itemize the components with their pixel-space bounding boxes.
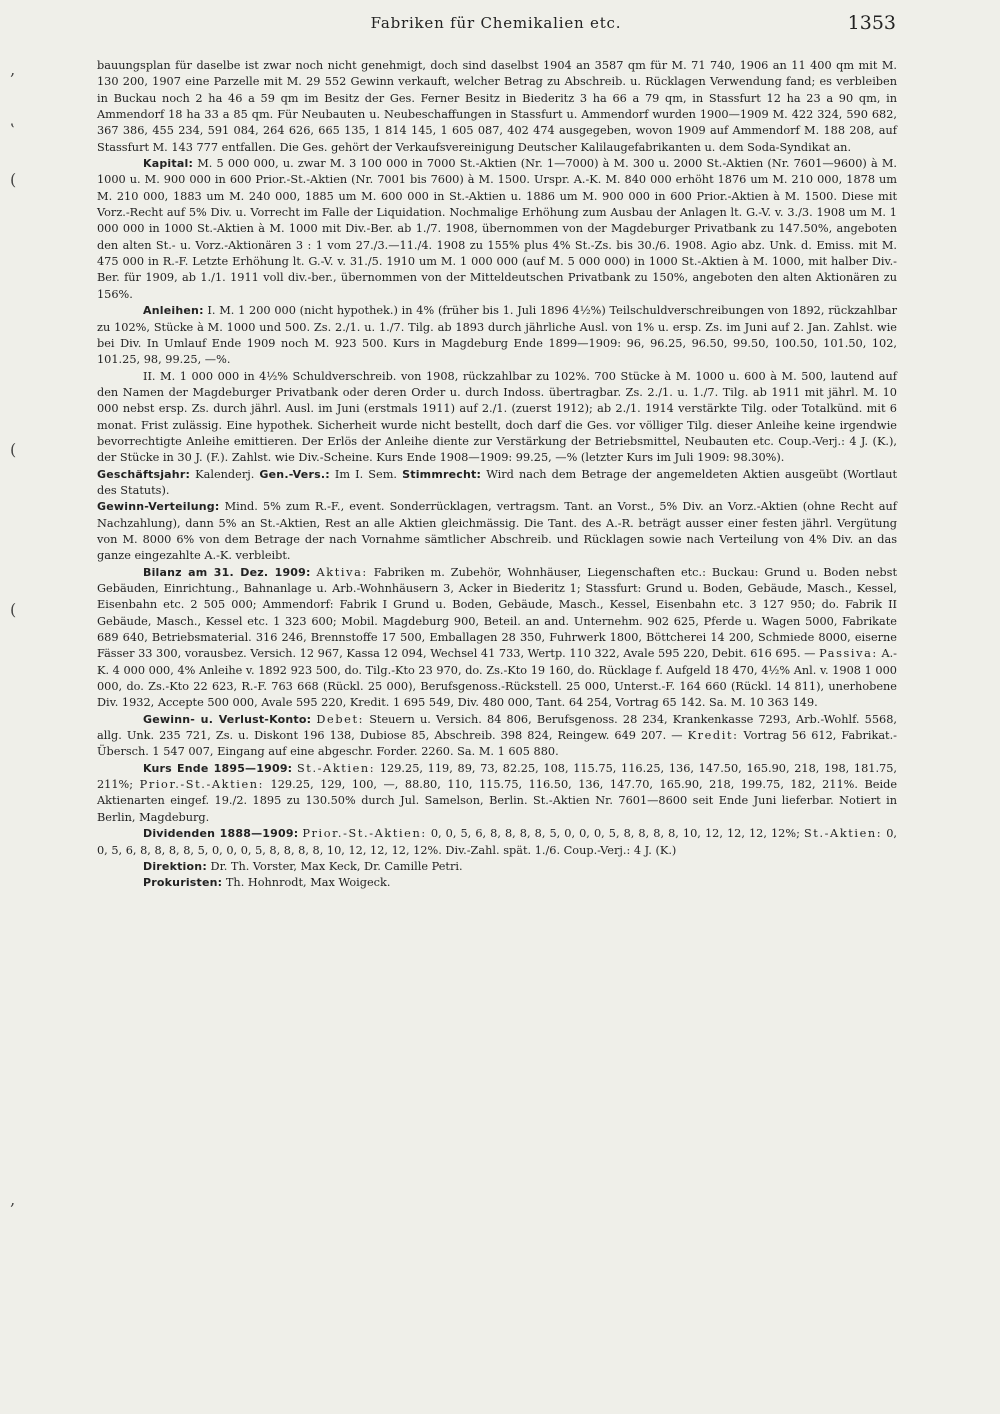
prokuristen-label: Prokuristen: <box>143 876 223 890</box>
running-title: Fabriken für Chemikalien etc. <box>370 14 622 32</box>
kapital-text: M. 5 000 000, u. zwar M. 3 100 000 in 7000 St.-Aktien (Nr. 1—7000) à M. 300 u. 2000 St.-Aktien (Nr. 7601—9600) à M. 1000 u. M. 900 000 in 600 Prior.-St.-Aktien (Nr. 7001 bis 7600) à M. 1500. Urspr. A.-K. M. 840 000 erhöht 1876 um M. 210 000, 1878 um M. 210 000, 1883 um M. 240 000, 1885 um M. 600 000 in St.-Aktien u. 1886 um M. 900 000 in 600 Prior.-Aktien à M. 1500. Diese mit Vorz.-Recht auf 5% Div. u. Vorrecht im Falle der Liquidation. Nochmalige Erhöhung zum Ausbau der Anlagen lt. G.-V. v. 3./3. 1908 um M. 1 000 000 in 1000 St.-Aktien à M. 1000 mit Div.-Ber. ab 1./7. 1908, übernommen von der Magdeburger Privatbank zu 147.50%, angeboten den alten St.- u. Vorz.-Aktionären 3 : 1 vom 27./3.—11./4. 1908 zu 155% plus 4% St.-Zs. bis 30./6. 1908. Agio abz. Unk. d. Emiss. mit M. 475 000 in R.-F. Letzte Erhöhung lt. G.-V. v. 31./5. 1910 um M. 1 000 000 (auf M. 5 000 000) in 1000 St.-Aktien à M. 1000, mit halber Div.-Ber. für 1909, ab 1./1. 1911 voll div.-ber., übernommen von der Mitteldeutschen Privatbank zu 150%, angeboten den alten Aktionären zu 156%. <box>97 157 898 301</box>
intro-paragraph: bauungsplan für daselbe ist zwar noch nicht genehmigt, doch sind daselbst 1904 an 3587 qm für M. 71 740, 1906 an 11 400 qm mit M. 130 200, 1907 eine Parzelle mit M. 29 552 Gewinn verkauft, welcher Betrag zu Abschreib. u. Rücklagen Verwendung fand; es verbleiben in Buckau noch 2 ha 46 a 59 qm im Besitz der Ges. Ferner Besitz in Biederitz 3 ha 66 a 79 qm, in Stassfurt 12 ha 23 a 90 qm, in Ammendorf 18 ha 33 a 85 qm. Für Neubauten u. Neubeschaffungen in Stassfurt u. Ammendorf wurden 1900—1909 M. 422 324, 590 682, 367 386, 455 234, 591 084, 264 626, 665 135, 1 814 145, 1 605 087, 402 474 ausgegeben, wovon 1909 auf Ammendorf M. 188 208, auf Stassfurt M. 143 777 entfallen. Die Ges. gehört der Verkaufsvereinigung Deutscher Kalilaugefabrikanten u. dem Soda-Syndikat an. <box>97 59 897 154</box>
debet-label: Debet: <box>316 712 364 726</box>
anleihen-section <box>97 303 897 368</box>
document-body <box>97 58 897 892</box>
geschaeftsjahr-section <box>97 467 897 500</box>
gewinn-verteilung-text: Mind. 5% zum R.-F., event. Sonderrücklagen, vertragsm. Tant. an Vorst., 5% Div. an Vorz.-Aktien (ohne Recht auf Nachzahlung), dann 5% an St.-Aktien, Rest an alle Aktien gleichmässig. Die Tant. des A.-R. beträgt ausser einer festen jährl. Vergütung von M. 8000 6% von dem Betrage der nach Vornahme sämtlicher Abschreib. und Rücklagen sowie nach Verteilung von 4% Div. an das ganze eingezahlte A.-K. verbleibt. <box>97 500 897 563</box>
div-st-label: St.-Aktien: <box>803 827 883 841</box>
direktion-label: Direktion: <box>143 859 207 873</box>
genvers-label: Gen.-Vers.: <box>259 467 330 481</box>
aktiva-label: Aktiva: <box>316 565 368 579</box>
margin-mark: ( <box>10 440 17 459</box>
dividenden-label: Dividenden 1888—1909: <box>143 827 299 841</box>
margin-mark: ( <box>10 600 17 619</box>
guv-debet-text: Steuern u. Versich. 84 806, Berufsgenoss. 28 234, Krankenkasse 7293, Arb.-Wohlf. 5568, allg. Unk. 235 721, Zs. u. Diskont 196 138, Dubiose 85, Abschreib. 398 824, Reingew. 649 207. — <box>97 712 898 743</box>
stimmrecht-label: Stimmrecht: <box>402 467 482 481</box>
gewinn-verteilung-section <box>97 499 897 564</box>
guv-section <box>97 712 897 761</box>
geschaeftsjahr-label: Geschäftsjahr: <box>97 467 191 481</box>
direktion-section <box>97 859 897 875</box>
stimmrecht-text: Wird nach dem Betrage der angemeldeten Aktien ausgeübt (Wortlaut des Statuts). <box>97 467 898 497</box>
margin-mark: ‚ <box>10 60 16 79</box>
prokuristen-text: Th. Hohnrodt, Max Woigeck. <box>225 876 391 890</box>
kurs-label: Kurs Ende 1895—1909: <box>143 761 293 775</box>
kapital-label: Kapital: <box>143 157 194 171</box>
margin-mark: ( <box>10 170 17 189</box>
bilanz-passiva-text: A.-K. 4 000 000, 4% Anleihe v. 1892 923 500, do. Tilg.-Kto 23 970, do. Zs.-Kto 19 160, do. Rücklage f. Aufgeld 18 470, 4½% Anl. v. 1908 1 000 000, do. Zs.-Kto 22 623, R.-F. 763 668 (Rückl. 25 000), Berufsgenoss.-Rückstell. 25 000, Unterst.-F. 164 660 (Rückl. 14 811), unerhobene Div. 1932, Accepte 500 000, Avale 595 220, Kredit. 1 695 549, Div. 480 000, Tant. 64 254, Vortrag 65 142. Sa. M. 10 363 149. <box>97 647 898 710</box>
anleihen-2-paragraph: II. M. 1 000 000 in 4½% Schuldverschreib. von 1908, rückzahlbar zu 102%. 700 Stücke à M. 1000 u. 600 à M. 500, lautend auf den Namen der Magdeburger Privatbank oder deren Order u. durch Indoss. übertragbar. Zs. 2./1. u. 1./7. Tilg. ab 1911 mit jährl. M. 10 000 nebst ersp. Zs. durch jährl. Ausl. im Juni (erstmals 1911) auf 2./1. (zuerst 1912); ab 2./1. 1914 verstärkte Tilg. oder Totalkünd. mit 6 monat. Frist zulässig. Eine hypothek. Sicherheit wurde nicht bestellt, doch darf die Ges. vor völliger Tilg. dieser Anleihe keine irgendwie bevorrechtigte Anleihe emittieren. Der Erlös der Anleihe diente zur Verstärkung der Betriebsmittel, Neubauten etc. Coup.-Verj.: 4 J. (K.), der Stücke in 30 J. (F.). Zahlst. wie Div.-Scheine. Kurs Ende 1908—1909: 99.25, —% (letzter Kurs im Juli 1909: 98.30%). <box>97 369 897 465</box>
guv-kredit-text: Vortrag 56 612, Fabrikat.-Übersch. 1 547 007, Eingang auf eine abgeschr. Forder. 2260. Sa. M. 1 605 880. <box>97 729 897 759</box>
div-prior-label: Prior.-St.-Aktien: <box>302 827 427 841</box>
kapital-section <box>97 156 897 303</box>
dividenden-section <box>97 826 897 859</box>
direktion-text: Dr. Th. Vorster, Max Keck, Dr. Camille Petri. <box>210 859 463 873</box>
geschaeftsjahr-text: Kalenderj. <box>195 467 255 481</box>
kurs-st-aktien-label: St.-Aktien: <box>296 761 376 775</box>
page-header <box>96 10 896 36</box>
guv-label: Gewinn- u. Verlust-Konto: <box>143 712 312 726</box>
margin-mark: ‛ <box>10 120 16 139</box>
genvers-text: Im I. Sem. <box>334 467 398 481</box>
bilanz-aktiva-text: Fabriken m. Zubehör, Wohnhäuser, Liegenschaften etc.: Buckau: Grund u. Boden nebst Gebäuden, Einrichtung., Bahnanlage u. Arb.-Wohnhäusern 3, Acker in Biederitz 1; Stassfurt: Grund u. Boden, Gebäude, Masch., Kessel, Eisenbahn etc. 2 505 000; Ammendorf: Fabrik I Grund u. Boden, Gebäude, Masch., Kessel, Eisenbahn etc. 3 127 950; do. Fabrik II Gebäude, Masch., Kessel etc. 1 323 600; Mobil. Magdeburg 900, Beteil. an and. Unternehm. 902 625, Pferde u. Wagen 5000, Fabrikate 689 640, Betriebsmaterial. 316 246, Brennstoffe 17 500, Emballagen 28 350, Fuhrwerk 1800, Böttcherei 14 200, Schmiede 8000, eiserne Fässer 33 300, vorausbez. Versich. 12 967, Kassa 12 094, Wechsel 41 733, Wertp. 110 322, Avale 595 220, Debit. 616 695. — <box>97 565 898 661</box>
prokuristen-section <box>97 875 897 891</box>
gewinn-verteilung-label: Gewinn-Verteilung: <box>97 500 220 514</box>
page-number: 1353 <box>847 12 896 34</box>
passiva-label: Passiva: <box>819 647 878 661</box>
anleihen-label: Anleihen: <box>143 304 204 318</box>
div-prior-text: 0, 0, 5, 6, 8, 8, 8, 8, 5, 0, 0, 0, 5, 8, 8, 8, 8, 10, 12, 12, 12, 12%; <box>430 827 800 841</box>
bilanz-section <box>97 565 897 712</box>
margin-mark: ‚ <box>10 1190 16 1209</box>
kurs-section <box>97 761 897 826</box>
kredit-label: Kredit: <box>687 729 739 743</box>
anleihen-1-text: I. M. 1 200 000 (nicht hypothek.) in 4% (früher bis 1. Juli 1896 4½%) Teilschuldverschreibungen von 1892, rückzahlbar zu 102%, Stücke à M. 1000 und 500. Zs. 2./1. u. 1./7. Tilg. ab 1893 durch jährliche Ausl. von 1% u. ersp. Zs. im Juni auf 2. Jan. Zahlst. wie bei Div. In Umlauf Ende 1909 noch M. 923 500. Kurs in Magdeburg Ende 1899—1909: 96, 96.25, 96.50, 99.50, 100.50, 101.50, 102, 101.25, 98, 99.25, —%. <box>97 304 897 367</box>
kurs-st-text: 129.25, 119, 89, 73, 82.25, 108, 115.75, 116.25, 136, 147.50, 165.90, 218, 198, 181.75, 211%; <box>97 761 898 792</box>
div-st-text: 0, 0, 5, 6, 8, 8, 8, 8, 5, 0, 0, 0, 5, 8, 8, 8, 8, 10, 12, 12, 12, 12%. Div.-Zahl. spät. 1./6. Coup.-Verj.: 4 J. (K.) <box>97 827 898 857</box>
kurs-prior-text: 129.25, 129, 100, —, 88.80, 110, 115.75, 116.50, 136, 147.70, 165.90, 218, 199.75, 182, 211%. Beide Aktienarten eingef. 19./2. 1895 zu 130.50% durch Jul. Samelson, Berlin. St.-Aktien Nr. 7601—8600 seit Ende Juni lieferbar. Notiert in Berlin, Magdeburg. <box>97 778 898 824</box>
bilanz-label: Bilanz am 31. Dez. 1909: <box>143 565 311 579</box>
kurs-prior-label: Prior.-St.-Aktien: <box>139 778 265 792</box>
